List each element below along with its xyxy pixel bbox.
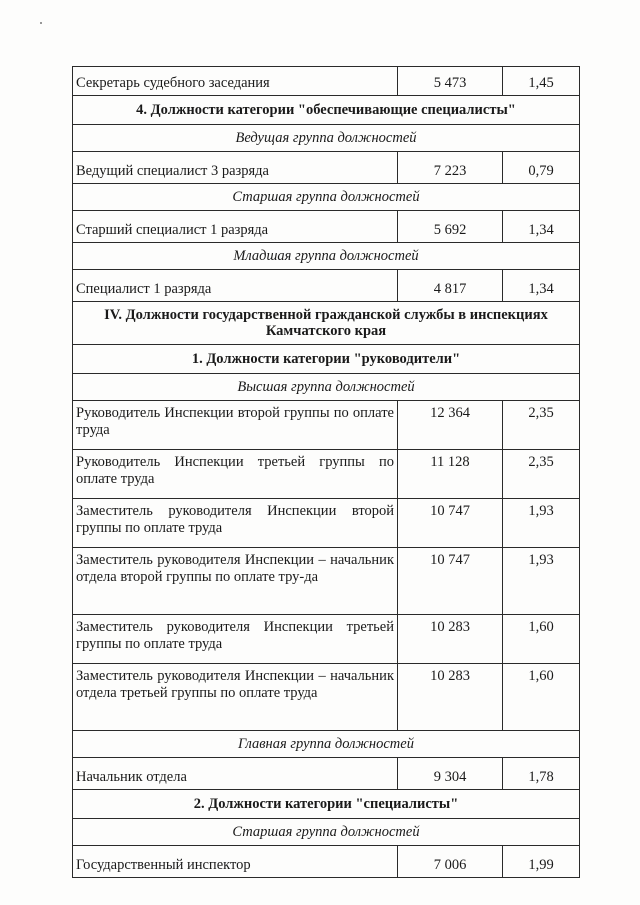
salary-table (72, 66, 580, 878)
salary-value: 10 747 (398, 548, 503, 615)
coefficient-value: 1,45 (503, 67, 580, 96)
group-heading-row (73, 184, 580, 211)
position-name: Секретарь судебного заседания (73, 67, 398, 96)
salary-value: 7 223 (398, 152, 503, 184)
section-heading: IV. Должности государственной гражданской службы в инспекциях Камчатского края (73, 302, 580, 345)
table-row (73, 664, 580, 731)
position-name: Старший специалист 1 разряда (73, 211, 398, 243)
group-heading-row (73, 374, 580, 401)
coefficient-value: 1,60 (503, 664, 580, 731)
position-name: Ведущий специалист 3 разряда (73, 152, 398, 184)
position-name: Руководитель Инспекции третьей группы по оплате труда (73, 450, 398, 499)
salary-value: 5 473 (398, 67, 503, 96)
salary-value: 9 304 (398, 758, 503, 790)
position-name: Руководитель Инспекции второй группы по оплате труда (73, 401, 398, 450)
group-heading-row (73, 125, 580, 152)
position-name: Заместитель руководителя Инспекции – начальник отдела второй группы по оплате тру-да (73, 548, 398, 615)
position-name: Государственный инспектор (73, 846, 398, 878)
group-heading: Ведущая группа должностей (73, 125, 580, 152)
salary-value: 10 747 (398, 499, 503, 548)
coefficient-value: 1,60 (503, 615, 580, 664)
scan-speck (40, 22, 42, 24)
salary-value: 7 006 (398, 846, 503, 878)
group-heading: Младшая группа должностей (73, 243, 580, 270)
table-row (73, 499, 580, 548)
position-name: Заместитель руководителя Инспекции – начальник отдела третьей группы по оплате труда (73, 664, 398, 731)
table-row (73, 615, 580, 664)
salary-value: 5 692 (398, 211, 503, 243)
group-heading: Старшая группа должностей (73, 819, 580, 846)
category-heading-row (73, 96, 580, 125)
table-row (73, 548, 580, 615)
position-name: Заместитель руководителя Инспекции третьей группы по оплате труда (73, 615, 398, 664)
salary-value: 11 128 (398, 450, 503, 499)
coefficient-value: 1,99 (503, 846, 580, 878)
coefficient-value: 2,35 (503, 401, 580, 450)
coefficient-value: 1,34 (503, 270, 580, 302)
table-row (73, 67, 580, 96)
group-heading: Высшая группа должностей (73, 374, 580, 401)
category-heading-row (73, 790, 580, 819)
category-heading-row (73, 345, 580, 374)
coefficient-value: 1,93 (503, 499, 580, 548)
table-row (73, 211, 580, 243)
group-heading: Старшая группа должностей (73, 184, 580, 211)
table-row (73, 401, 580, 450)
position-name: Начальник отдела (73, 758, 398, 790)
category-heading: 2. Должности категории "специалисты" (73, 790, 580, 819)
position-name: Заместитель руководителя Инспекции второй группы по оплате труда (73, 499, 398, 548)
table-row (73, 270, 580, 302)
group-heading-row (73, 243, 580, 270)
table-row (73, 152, 580, 184)
table-row (73, 758, 580, 790)
salary-value: 10 283 (398, 615, 503, 664)
section-heading-row (73, 302, 580, 345)
group-heading-row (73, 731, 580, 758)
salary-value: 12 364 (398, 401, 503, 450)
group-heading-row (73, 819, 580, 846)
salary-value: 4 817 (398, 270, 503, 302)
coefficient-value: 1,93 (503, 548, 580, 615)
coefficient-value: 1,34 (503, 211, 580, 243)
coefficient-value: 2,35 (503, 450, 580, 499)
coefficient-value: 0,79 (503, 152, 580, 184)
salary-value: 10 283 (398, 664, 503, 731)
table-row (73, 846, 580, 878)
table-row (73, 450, 580, 499)
coefficient-value: 1,78 (503, 758, 580, 790)
category-heading: 1. Должности категории "руководители" (73, 345, 580, 374)
category-heading: 4. Должности категории "обеспечивающие специалисты" (73, 96, 580, 125)
group-heading: Главная группа должностей (73, 731, 580, 758)
position-name: Специалист 1 разряда (73, 270, 398, 302)
